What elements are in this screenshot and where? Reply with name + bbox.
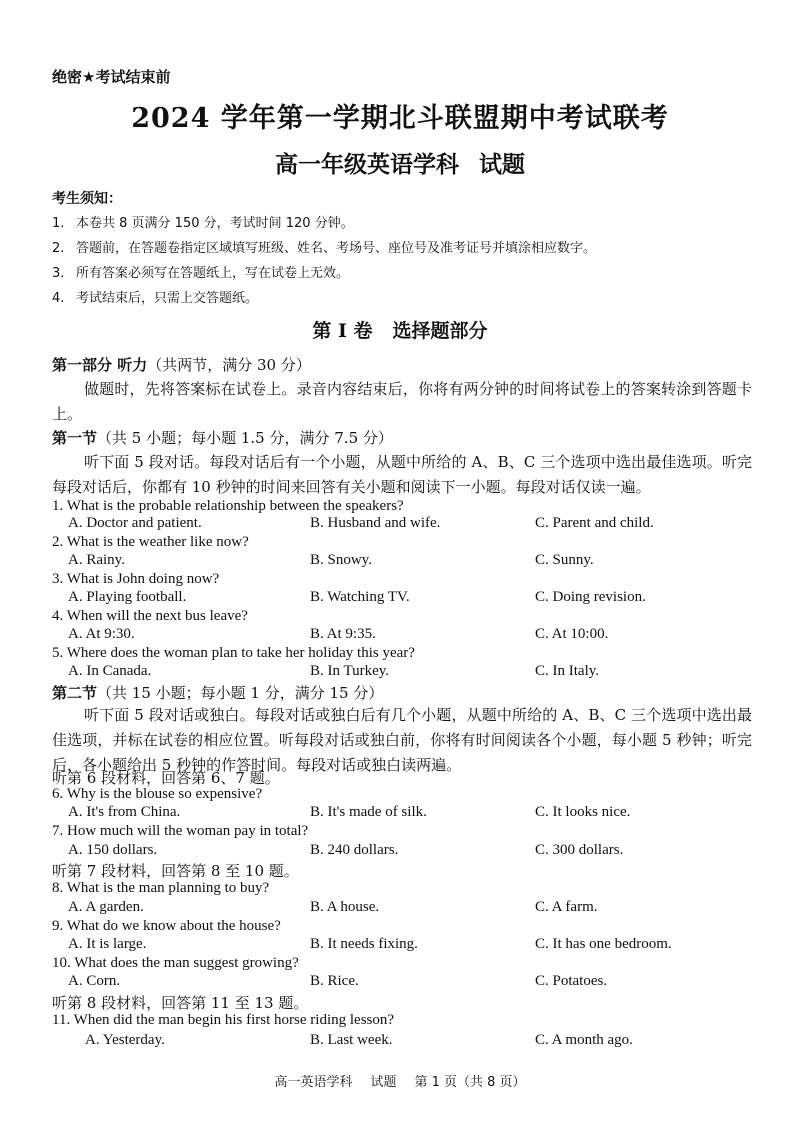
- exam-title: 2024 学年第一学期北斗联盟期中考试联考: [131, 103, 669, 134]
- option-a: A. At 9:30.: [68, 626, 135, 642]
- page-footer: 高一英语学科 试题 第 1 页（共 8 页）: [274, 1075, 526, 1090]
- option-b: B. It needs fixing.: [310, 936, 418, 952]
- option-b: B. Snowy.: [310, 552, 372, 568]
- option-c: C. Parent and child.: [535, 515, 654, 531]
- option-a: A. A garden.: [68, 899, 144, 915]
- option-c: C. It looks nice.: [535, 804, 631, 820]
- option-b: B. 240 dollars.: [310, 842, 399, 858]
- option-c: C. At 10:00.: [535, 626, 609, 642]
- option-c: C. In Italy.: [535, 663, 600, 679]
- notice-item: 2. 答题前，在答题卷指定区域填写班级、姓名、考场号、座位号及准考证号并填涂相应数字。: [52, 241, 597, 256]
- material-heading: 听第 6 段材料，回答第 6、7 题。: [52, 769, 280, 787]
- option-b: B. In Turkey.: [310, 663, 390, 679]
- notice-item: 1. 本卷共 8 页满分 150 分，考试时间 120 分钟。: [52, 216, 354, 231]
- option-b: B. Husband and wife.: [310, 515, 441, 531]
- question: 5. Where does the woman plan to take her holiday this year?: [52, 645, 415, 661]
- option-b: B. Watching TV.: [310, 589, 410, 605]
- notice-item: 4. 考试结束后，只需上交答题纸。: [52, 291, 259, 306]
- notice-item: 3. 所有答案必须写在答题纸上，写在试卷上无效。: [52, 266, 350, 281]
- confidential-label: 绝密★考试结束前: [52, 68, 171, 86]
- section2-heading: 第二节（共 15 小题；每小题 1 分，满分 15 分）: [52, 684, 384, 702]
- option-a: A. Yesterday.: [85, 1032, 165, 1048]
- option-b: B. A house.: [310, 899, 380, 915]
- option-a: A. In Canada.: [68, 663, 152, 679]
- subject-label: 高一年级英语学科: [275, 151, 459, 178]
- material-heading: 听第 7 段材料，回答第 8 至 10 题。: [52, 862, 299, 880]
- material-heading: 听第 8 段材料，回答第 11 至 13 题。: [52, 994, 309, 1012]
- option-c: C. Sunny.: [535, 552, 594, 568]
- option-c: C. Potatoes.: [535, 973, 608, 989]
- option-b: B. It's made of silk.: [310, 804, 427, 820]
- question: 10. What does the man suggest growing?: [52, 955, 299, 971]
- option-a: A. It's from China.: [68, 804, 181, 820]
- option-a: A. Rainy.: [68, 552, 125, 568]
- section1-instruction: 听下面 5 段对话。每段对话后有一个小题，从题中所给的 A、B、C 三个选项中选出最佳选项。听完每段对话后，你都有 10 秒钟的时间来回答有关小题和阅读下一小题。每段对话仅读一遍。: [52, 453, 752, 496]
- option-b: B. Rice.: [310, 973, 359, 989]
- option-c: C. 300 dollars.: [535, 842, 624, 858]
- question: 7. How much will the woman pay in total?: [52, 823, 309, 839]
- part1-instruction: 做题时，先将答案标在试卷上。录音内容结束后，你将有两分钟的时间将试卷上的答案转涂到答题卡上。: [52, 380, 752, 423]
- question: 6. Why is the blouse so expensive?: [52, 786, 263, 802]
- option-c: C. A farm.: [535, 899, 598, 915]
- option-a: A. 150 dollars.: [68, 842, 158, 858]
- part1-heading: 第一部分 听力（共两节，满分 30 分）: [52, 356, 311, 374]
- section1-heading: 第一节（共 5 小题；每小题 1.5 分，满分 7.5 分）: [52, 429, 393, 447]
- question: 1. What is the probable relationship between the speakers?: [52, 498, 404, 514]
- question: 9. What do we know about the house?: [52, 918, 281, 934]
- option-b: B. At 9:35.: [310, 626, 376, 642]
- option-c: C. Doing revision.: [535, 589, 646, 605]
- option-b: B. Last week.: [310, 1032, 393, 1048]
- option-a: A. Corn.: [68, 973, 121, 989]
- option-a: A. Playing football.: [68, 589, 187, 605]
- option-a: A. It is large.: [68, 936, 147, 952]
- question: 11. When did the man begin his first horse riding lesson?: [52, 1012, 395, 1028]
- section2-instruction: 听下面 5 段对话或独白。每段对话或独白后有几个小题，从题中所给的 A、B、C 三个选项中选出最佳选项，并标在试卷的相应位置。听每段对话或独白前，你将有时间阅读各个小题，每小题 5 秒钟；听完后，各小题给出 5 秒钟的作答时间。每段对话或独白读两遍。: [52, 706, 752, 774]
- option-c: C. It has one bedroom.: [535, 936, 672, 952]
- exam-subtitle: [0, 146, 800, 179]
- notice-heading: 考生须知：: [52, 191, 122, 207]
- volume-heading: 第 I 卷 选择题部分: [312, 320, 488, 342]
- paper-label: 试题: [479, 151, 525, 178]
- question: 4. When will the next bus leave?: [52, 608, 248, 624]
- option-c: C. A month ago.: [535, 1032, 633, 1048]
- question: 3. What is John doing now?: [52, 571, 220, 587]
- question: 8. What is the man planning to buy?: [52, 880, 270, 896]
- option-a: A. Doctor and patient.: [68, 515, 202, 531]
- question: 2. What is the weather like now?: [52, 534, 249, 550]
